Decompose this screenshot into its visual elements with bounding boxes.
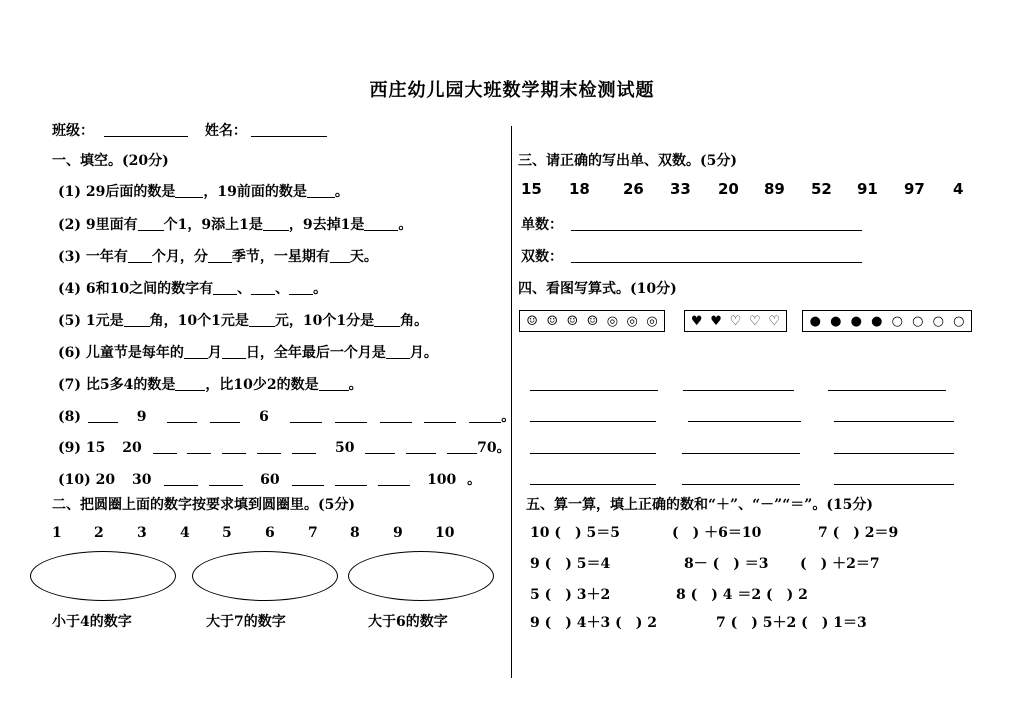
s3-number: 15 [521,180,542,198]
answer-blank[interactable] [292,471,324,486]
s3-number-row [521,179,963,198]
equation-line[interactable] [682,453,800,454]
s2-number: 7 [308,525,318,541]
picture-box-hearts [684,310,787,332]
s2-number: 10 [435,525,455,541]
open-circle-icon: ○ [932,313,944,329]
section4-heading: 四、看图写算式。(10分) [518,281,677,297]
equation-line[interactable] [682,484,800,485]
answer-blank[interactable] [307,183,335,198]
calc-item: 10 ( ) 5＝5 [530,525,620,541]
filled-circle-icon: ● [809,313,821,329]
ring-face-icon: ◎ [646,313,658,329]
q10-number: 100 [427,472,457,488]
answer-blank[interactable] [210,408,240,423]
answer-blank[interactable] [292,439,316,454]
equation-line[interactable] [530,421,656,422]
q2-text-b: 个1，9添上1是 [163,217,263,233]
name-blank[interactable] [251,122,327,137]
s2-number: 3 [137,525,147,541]
calc-item: 9 ( ) 5＝4 [530,556,611,572]
q9-end: 。 [496,440,511,456]
answer-blank[interactable] [374,312,400,327]
q5-text-c: 元，10个1分是 [274,313,375,329]
q5-text-d: 角。 [400,313,429,329]
s3-number: 4 [953,180,964,198]
answer-blank[interactable] [153,439,177,454]
s2-number: 9 [393,525,403,541]
smile-face-icon: ☺ [566,313,579,329]
calc-item: 5 ( ) 3＋2 [530,587,611,603]
answer-blank[interactable] [249,312,275,327]
s3-number: 91 [857,180,878,198]
s2-number: 4 [180,525,190,541]
q10-number: 30 [131,472,152,488]
q6-text-b: 月 [207,345,222,361]
calc-item: 9 ( ) 4＋3 ( ) 2 [530,615,657,631]
q8-label: (8) [58,409,81,425]
q9-label: (9) 15 [58,440,106,456]
answer-blank[interactable] [175,376,205,391]
outline-heart-icon: ♡ [749,313,761,329]
q6-text-a: (6) 儿童节是每年的 [58,345,184,361]
column-divider [511,126,512,678]
q7-text-a: (7) 比5多4的数是 [58,377,176,393]
answer-blank[interactable] [364,216,398,231]
answer-blank[interactable] [335,408,367,423]
answer-blank[interactable] [184,344,208,359]
equation-line[interactable] [828,390,946,391]
calc-item: 8－ ( ) ＝3 [684,556,769,572]
q7-text-b: ，比10少2的数是 [205,377,319,393]
q8-number: 6 [259,409,269,425]
section5-heading: 五、算一算，填上正确的数和“＋”、“－”“＝”。(15分) [526,497,874,513]
answer-blank[interactable] [213,280,237,295]
answer-ellipse-greater-than-6[interactable] [348,551,494,601]
filled-circle-icon: ● [871,313,883,329]
answer-blank[interactable] [251,280,275,295]
section3-heading: 三、请正确的写出单、双数。(5分) [518,153,737,169]
answer-blank[interactable] [406,439,436,454]
filled-circle-icon: ● [830,313,842,329]
filled-circle-icon: ● [850,313,862,329]
class-blank[interactable] [104,122,188,137]
open-circle-icon: ○ [953,313,965,329]
q3-text-d: 天。 [349,249,378,265]
s1-question-7 [58,374,363,394]
smile-face-icon: ☺ [526,313,538,329]
class-label: 班级： [52,123,94,139]
s1-question-3 [58,246,378,266]
filled-heart-icon: ♥ [710,313,722,329]
s2-number: 2 [94,525,104,541]
picture-box-circles [802,310,972,332]
q9-number: 50 [334,440,355,456]
s1-question-9 [58,437,511,457]
calc-item: 7 ( ) 5＋2 ( ) 1＝3 [716,615,867,631]
answer-blank[interactable] [167,408,197,423]
equation-line[interactable] [530,390,658,391]
s3-number: 20 [718,180,739,198]
answer-blank[interactable] [222,439,246,454]
answer-blank[interactable] [330,248,350,263]
answer-blank[interactable] [447,439,477,454]
equation-line[interactable] [834,484,954,485]
q6-text-c: 日，全年最后一个月是 [245,345,386,361]
s2-number-row [52,522,454,541]
q4-text-d: 。 [313,281,328,297]
ring-face-icon: ◎ [606,313,619,329]
s1-question-10 [58,469,481,489]
answer-blank[interactable] [222,344,246,359]
q9-number: 20 [122,440,142,456]
picture-box-faces [519,310,665,332]
q1-text-c: 。 [334,184,349,200]
answer-blank[interactable] [424,408,456,423]
calc-item: 7 ( ) 2＝9 [818,525,899,541]
q3-text-b: 个月，分 [151,249,208,265]
q6-text-d: 月。 [409,345,438,361]
smile-face-icon: ☺ [586,313,599,329]
equation-line[interactable] [834,421,954,422]
s1-question-5 [58,310,428,330]
outline-heart-icon: ♡ [768,313,781,329]
name-label: 姓名： [204,123,247,139]
q4-text-b: 、 [237,281,252,297]
answer-blank[interactable] [88,408,118,423]
s1-question-8 [58,406,515,426]
calc-item: ( ) ＋6＝10 [672,525,762,541]
answer-blank[interactable] [365,439,395,454]
s3-number: 33 [670,180,691,198]
answer-blank[interactable] [175,183,203,198]
q4-text-c: 、 [275,281,290,297]
q2-text-d: 。 [398,217,413,233]
s2-number: 1 [52,525,62,541]
q1-text-b: ，19前面的数是 [203,184,307,200]
answer-blank[interactable] [380,408,412,423]
q10-end: 。 [467,472,482,488]
answer-blank[interactable] [290,408,322,423]
ellipse-label-2: 大于7的数字 [206,614,286,630]
answer-blank[interactable] [138,216,164,231]
answer-blank[interactable] [257,439,281,454]
q8-number: 9 [136,409,147,425]
equation-line[interactable] [530,484,656,485]
answer-blank[interactable] [469,408,501,423]
q5-text-b: 角，10个1元是 [149,313,249,329]
open-circle-icon: ○ [891,313,903,329]
answer-blank[interactable] [209,471,243,486]
filled-heart-icon: ♥ [690,313,703,329]
s3-number: 18 [569,180,590,198]
s3-number: 26 [623,180,644,198]
equation-line[interactable] [530,453,656,454]
q4-text-a: (4) 6和10之间的数字有 [58,281,214,297]
answer-blank[interactable] [128,248,152,263]
s3-number: 52 [811,180,832,198]
outline-heart-icon: ♡ [729,313,742,329]
answer-blank[interactable] [164,471,198,486]
ellipse-label-3: 大于6的数字 [368,614,448,630]
equation-line[interactable] [683,390,794,391]
answer-blank[interactable] [124,312,150,327]
q1-text-a: (1) 29后面的数是 [58,184,176,200]
answer-blank[interactable] [289,280,313,295]
s1-question-1 [58,181,349,201]
s3-number: 97 [904,180,925,198]
odd-answer-line[interactable] [571,230,862,231]
answer-blank[interactable] [335,471,367,486]
s3-number: 89 [764,180,785,198]
answer-blank[interactable] [187,439,211,454]
q9-number: 70 [477,440,497,456]
section2-heading: 二、把圆圈上面的数字按要求填到圆圈里。(5分) [52,497,355,513]
calc-item: ( ) ＋2＝7 [800,556,880,572]
q7-text-c: 。 [348,377,363,393]
s1-question-6 [58,342,438,362]
page-title: 西庄幼儿园大班数学期末检测试题 [369,80,655,101]
q8-end: 。 [501,409,516,425]
answer-blank[interactable] [378,471,410,486]
s1-question-2 [58,214,412,234]
calc-item: 8 ( ) 4 ＝2 ( ) 2 [676,587,808,603]
q2-text-a: (2) 9里面有 [58,217,138,233]
q10-number: 60 [260,472,280,488]
odd-label: 单数： [521,217,563,233]
even-label: 双数： [521,249,563,265]
ellipse-label-1: 小于4的数字 [52,614,132,630]
q10-label: (10) 20 [58,472,116,488]
q3-text-a: (3) 一年有 [58,249,128,265]
q5-text-a: (5) 1元是 [58,313,124,329]
equation-line[interactable] [688,421,801,422]
class-name-row [52,120,327,140]
equation-line[interactable] [834,453,954,454]
section1-heading: 一、填空。(20分) [52,153,169,169]
s2-number: 6 [265,525,275,541]
q3-text-c: 季节，一星期有 [231,249,330,265]
answer-blank[interactable] [263,216,289,231]
open-circle-icon: ○ [912,313,924,329]
smile-face-icon: ☺ [546,313,559,329]
q2-text-c: ，9去掉1是 [288,217,365,233]
s2-number: 8 [350,525,360,541]
answer-blank[interactable] [208,248,232,263]
s1-question-4 [58,278,327,298]
s2-number: 5 [222,525,232,541]
ring-face-icon: ◎ [626,313,638,329]
answer-ellipse-greater-than-7[interactable] [192,551,338,601]
answer-ellipse-less-than-4[interactable] [30,551,176,601]
answer-blank[interactable] [386,344,410,359]
even-answer-line[interactable] [571,262,862,263]
answer-blank[interactable] [319,376,349,391]
